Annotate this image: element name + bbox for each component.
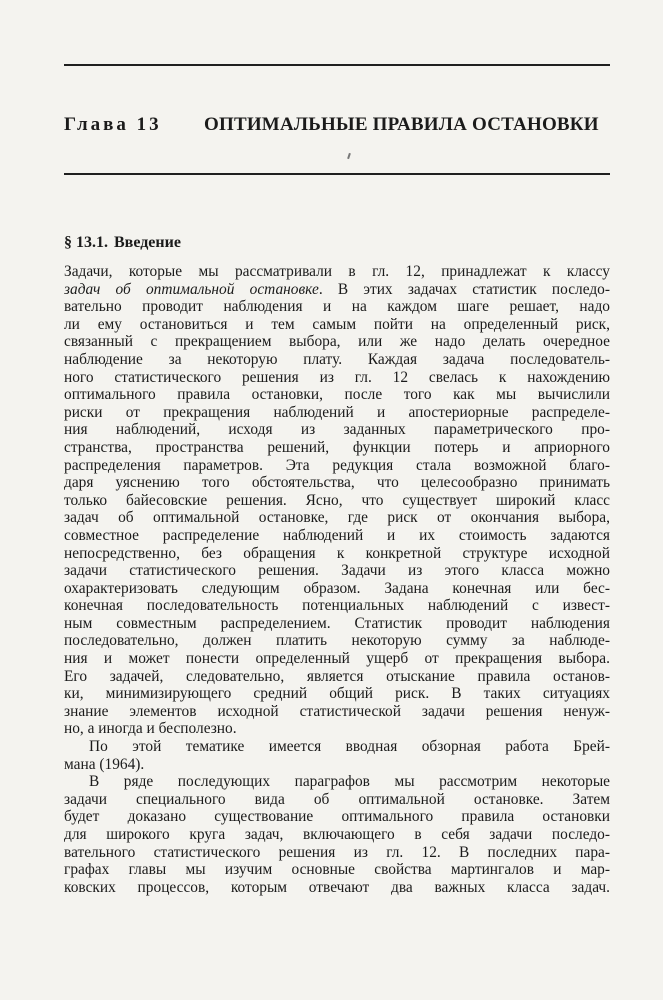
text-line-content: Задачи, которые мы рассматривали в гл. 12, принадлежат к классу [64,263,610,280]
text-line: распределения параметров. Эта редукция стала возможной благо- [64,456,610,474]
text-line: совместное распределение наблюдений и их стоимость задаются [64,526,610,544]
text-line: последовательно, должен платить некоторую сумму за наблюде- [64,632,610,650]
chapter-heading [64,112,610,138]
text-line: ным совместным распределением. Статистик проводит наблюдения [64,614,610,632]
text-line: для широкого круга задач, включающего в себя задачи последо- [64,826,610,843]
italic-term: задач об оптимальной остановке [64,280,319,298]
text-line: ки, минимизирующего средний общий риск. В таких ситуациях [64,685,610,703]
text-line: задачи специального вида об оптимальной остановке. Затем [64,790,610,808]
section-heading [64,232,181,254]
text-line: конечная последовательность потенциальных наблюдений с извест- [64,597,610,615]
text-line: охарактеризовать следующим образом. Задана конечная или бес- [64,579,610,597]
text-line: ния и может понести определенный ущерб от прекращения выбора. [64,650,610,668]
text-line: но, а иногда и бесполезно. [64,720,237,738]
text-line: задачи статистического решения. Задачи из этого класса можно [64,562,610,580]
bottom-rule [64,173,610,175]
text-line: риски от прекращения наблюдений и апостериорные распределе- [64,403,610,421]
text-line: только байесовские решения. Ясно, что существует широкий класс [64,491,610,509]
text-line: вательного статистического решения из гл. 12. В последних пара- [64,843,610,861]
text-line: ковских процессов, которым отвечают два важных класса задач. [64,878,610,896]
text-line: По этой тематике имеется вводная обзорная работа Брей- [89,738,610,756]
section-number: § 13.1. [64,234,108,251]
text-line: будет доказано существование оптимального правила остановки [64,808,610,826]
section-title: Введение [114,234,181,251]
top-rule [64,64,610,66]
text-line: Его задачей, следовательно, является отыскание правила останов- [64,667,610,685]
text-line: мана (1964). [64,755,145,773]
text-line: непосредственно, без обращения к конкретной структуре исходной [64,544,610,562]
text-line: ли ему остановиться и тем самым пойти на определенный риск, [64,315,610,333]
text-line: знание элементов исходной статистической задачи решения ненуж- [64,702,610,720]
text-line [64,263,610,281]
text-line: странства, пространства решений, функции потерь и априорного [64,438,610,456]
text-line: даря уяснению того обстоятельства, что целесообразно принимать [64,474,610,492]
text-line: задач об оптимальной остановке, где риск от окончания выбора, [64,509,610,527]
chapter-label: Глава 13 [64,114,162,135]
body-text [64,263,610,896]
text-line: ния наблюдений, исходя из заданных параметрического про- [64,421,610,439]
scan-speck [347,153,351,159]
text-line-content: . В этих задачах статистик последо- [318,280,610,298]
text-line: связанный с прекращением выбора, или же надо делать очередное [64,333,610,351]
text-line: вательно проводит наблюдения и на каждом шаге решает, надо [64,298,610,316]
text-line: графах главы мы изучим основные свойства мартингалов и мар- [64,861,610,879]
text-line: оптимального правила остановки, после того как мы вычислили [64,386,610,404]
text-line [64,281,610,299]
text-line: ного статистического решения из гл. 12 свелась к нахождению [64,368,610,386]
text-line: В ряде последующих параграфов мы рассмотрим некоторые [89,773,610,791]
text-line: наблюдение за некоторую плату. Каждая задача последователь- [64,350,610,368]
chapter-title: ОПТИМАЛЬНЫЕ ПРАВИЛА ОСТАНОВКИ [204,114,599,135]
